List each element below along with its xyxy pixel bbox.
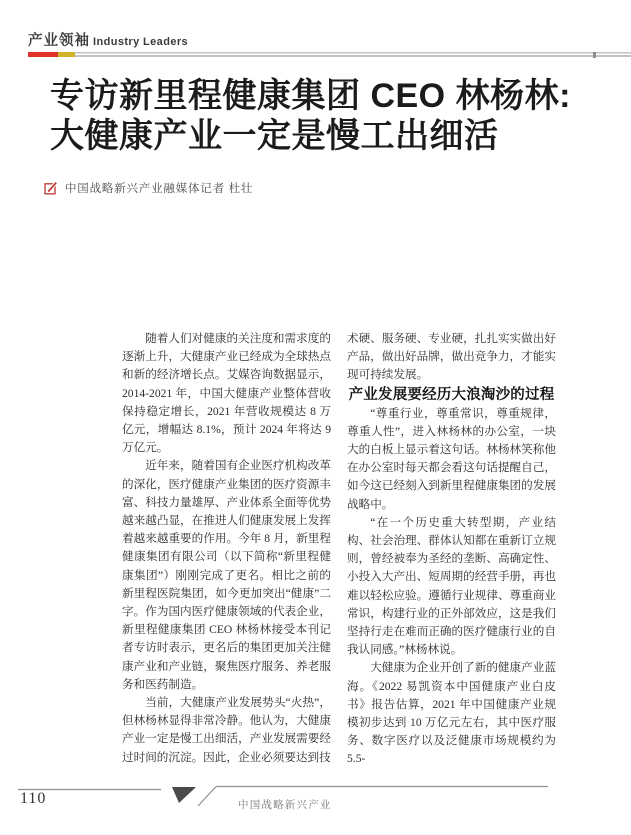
section-title-en: Industry Leaders <box>93 36 189 48</box>
byline <box>44 180 253 196</box>
paragraph: “在一个历史重大转型期，产业结构、社会治理、群体认知都在重新订立规则，曾经被奉为圣经的垄断、高确定性、小投入大产出、短周期的经营手册，再也难以轻松应验。遵循行业规律、尊重商业常识，构建行业的正外部效应，这是我们坚持行走在难而正确的医疗健康行业的自我认同感。”林杨林说。 <box>347 515 556 657</box>
rule-tick-mark <box>593 52 596 58</box>
rule-gray-segment <box>75 52 631 57</box>
paragraph: 当前，大健康产业发展势头“火热”，但林杨林显得非常冷静。他认为，大健康产业一定是慢工出细活，产业发展需要经过时间的沉淀。因此，企业必须要达到技 <box>122 696 331 764</box>
section-subheading: 产业发展要经历大浪淘沙的过程 <box>348 386 555 403</box>
left-column <box>122 330 331 769</box>
header-rule <box>28 52 631 57</box>
right-column <box>347 330 556 769</box>
section-header <box>28 29 188 50</box>
article-title <box>50 76 595 156</box>
title-line-1: 专访新里程健康集团 CEO 林杨林: <box>50 77 571 115</box>
journal-name: 中国战略新兴产业 <box>238 800 332 811</box>
article-body <box>122 330 556 769</box>
edit-pen-icon <box>44 181 58 195</box>
rule-gold-segment <box>58 52 75 57</box>
paragraph: 近年来，随着国有企业医疗机构改革的深化，医疗健康产业集团的医疗资源丰富、科技力量雄厚、产业体系全面等优势越来越凸显，在推进人们健康发展上发挥着越来越重要的作用。今年 8 月，新里程健康集团有限公司（以下简称“新里程健康集团”）刚刚完成了更名。相比之前的新里程医院集团，如今更加突出“健康”二字。作为国内医疗健康领域的代表企业，新里程健康集团 CEO 林杨林接受本刊记者专访时表示，更名后的集团更加关注健康产业和产业链，聚焦医疗服务、养老服务和医药制造。 <box>122 459 331 691</box>
title-line-2: 大健康产业一定是慢工出细活 <box>50 117 499 155</box>
paragraph: 大健康为企业开创了新的健康产业蓝海。《2022 易凯资本中国健康产业白皮书》报告估算，2021 年中国健康产业规模初步达到 10 万亿元左右，其中医疗服务、数字医疗以及泛健康市场规模约为 5.5- <box>347 661 556 766</box>
page-number: 110 <box>20 790 47 807</box>
paragraph: 随着人们对健康的关注度和需求度的逐渐上升，大健康产业已经成为全球热点和新的经济增长点。艾媒咨询数据显示，2014-2021 年，中国大健康产业整体营收保持稳定增长，2021 年营收规模达 8 万亿元，增幅达 8.1%，预计 2024 年将达 9 万亿元。 <box>122 332 331 455</box>
byline-text: 中国战略新兴产业融媒体记者 杜壮 <box>65 183 254 195</box>
rule-red-segment <box>28 52 58 57</box>
paragraph: “尊重行业，尊重常识，尊重规律，尊重人性”，进入林杨林的办公室，一块大的白板上显示着这句话。林杨林笑称他在办公室时每天都会看这句话提醒自己，如今这已经刻入到新里程健康集团的发展战略中。 <box>347 406 556 511</box>
section-title-zh: 产业领袖 <box>28 33 90 49</box>
paragraph-continuation: 术硬、服务硬、专业硬，扎扎实实做出好产品，做出好品牌，做出竞争力，才能实现可持续发展。 <box>347 332 556 382</box>
